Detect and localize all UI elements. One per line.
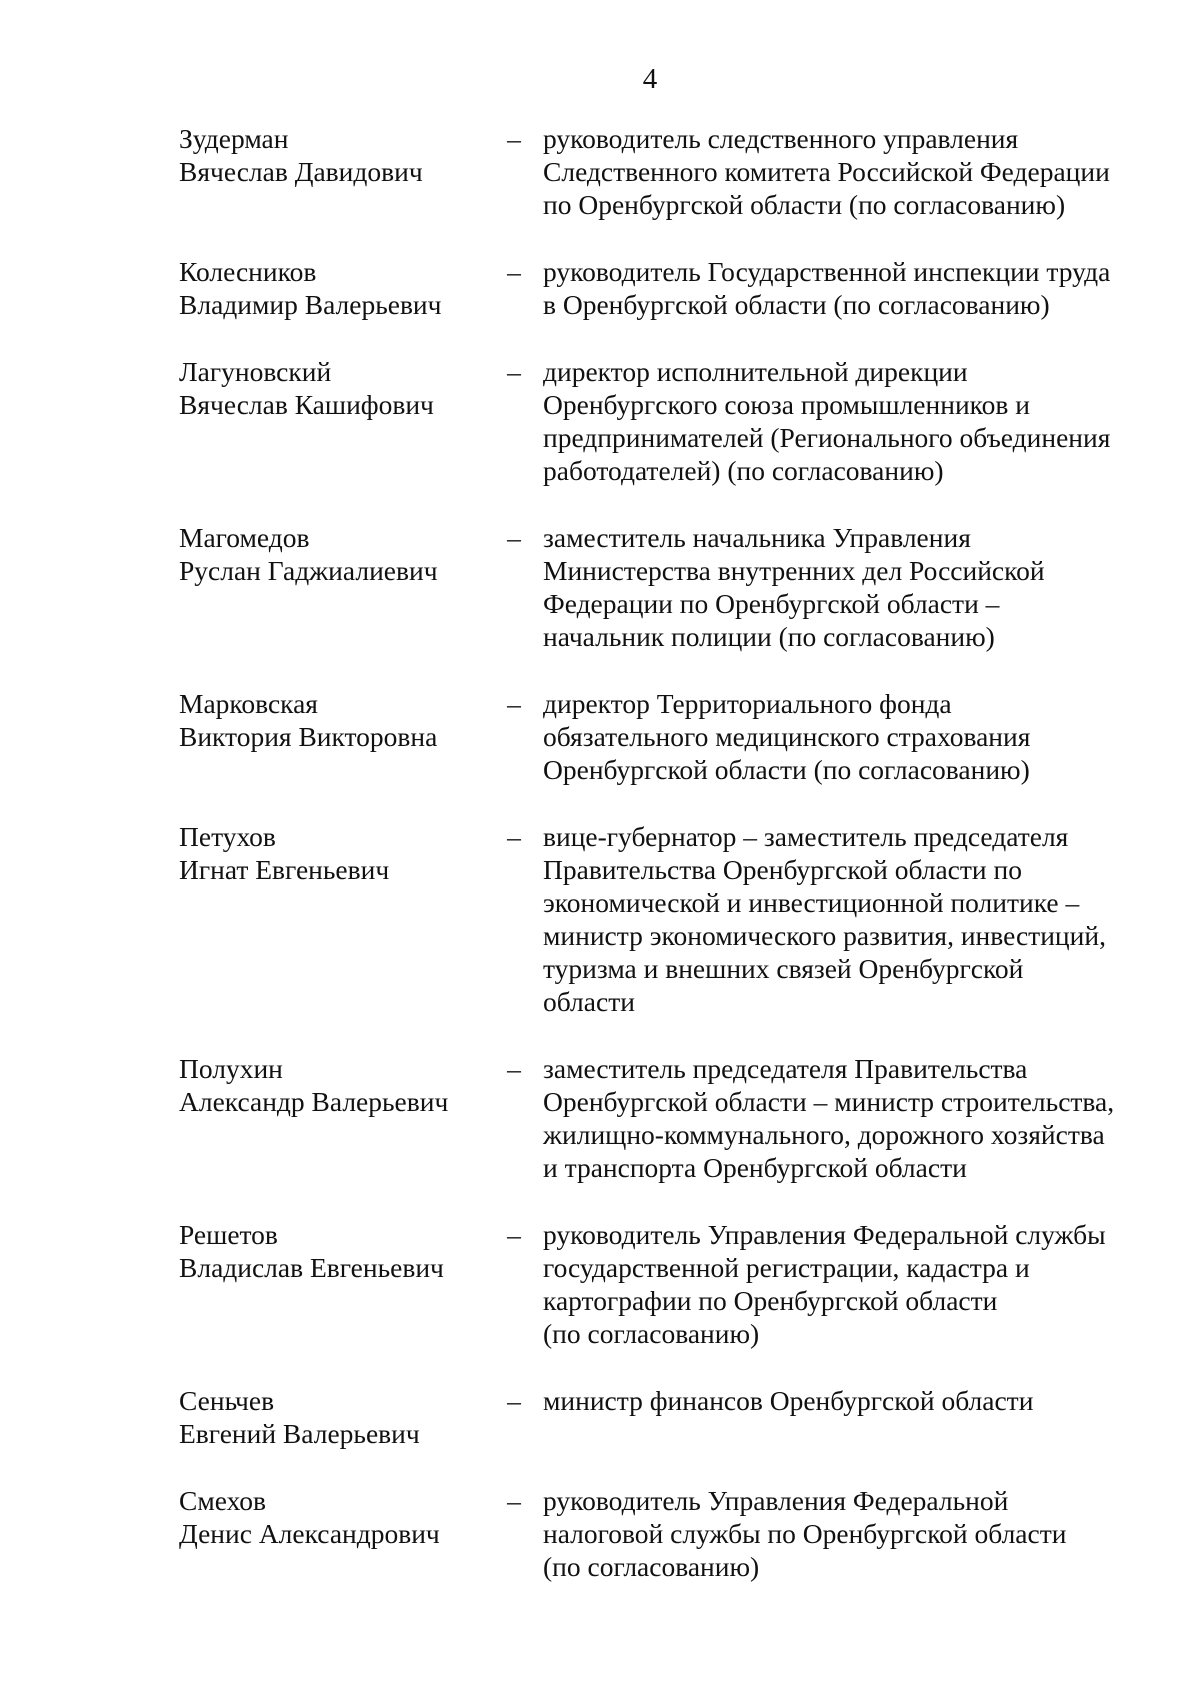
member-given-name: Владислав Евгеньевич [179,1252,444,1283]
position-line: жилищно-коммунального, дорожного хозяйства [543,1119,1105,1150]
position-line: вице-губернатор – заместитель председателя [543,821,1069,852]
position-line: работодателей) (по согласованию) [543,455,944,486]
entry-dash: – [507,821,521,852]
member-name [179,687,499,753]
member-surname: Смехов [179,1485,267,1516]
position-line: Оренбургской области – министр строительства, [543,1086,1115,1117]
position-line: начальник полиции (по согласованию) [543,621,995,652]
member-name [179,355,499,421]
member-given-name: Александр Валерьевич [179,1086,449,1117]
member-entry [0,122,1200,221]
member-given-name: Вячеслав Кашифович [179,389,434,420]
member-position [543,1484,1163,1583]
member-position [543,1384,1163,1417]
member-surname: Полухин [179,1053,283,1084]
member-entry [0,255,1200,321]
entry-dash: – [507,1053,521,1084]
member-given-name: Руслан Гаджиалиевич [179,555,438,586]
member-name [179,1384,499,1450]
member-surname: Петухов [179,821,276,852]
member-entry [0,820,1200,1018]
member-name [179,820,499,886]
position-line: Министерства внутренних дел Российской [543,555,1045,586]
position-line: директор Территориального фонда [543,688,952,719]
member-entry [0,1052,1200,1184]
position-line: Оренбургской области (по согласованию) [543,754,1030,785]
member-entry [0,687,1200,786]
member-given-name: Виктория Викторовна [179,721,438,752]
member-position [543,521,1163,653]
member-name [179,122,499,188]
position-line: Следственного комитета Российской Федерации [543,156,1110,187]
position-line: министр экономического развития, инвестиций, [543,920,1106,951]
member-position [543,355,1163,487]
member-entry [0,1484,1200,1583]
position-line: (по согласованию) [543,1551,760,1582]
member-surname: Магомедов [179,522,310,553]
member-entry [0,1218,1200,1350]
member-name [179,1484,499,1550]
position-line: Правительства Оренбургской области по [543,854,1022,885]
position-line: экономической и инвестиционной политике – [543,887,1080,918]
position-line: области [543,986,635,1017]
member-position [543,255,1163,321]
member-surname: Колесников [179,256,317,287]
member-surname: Сеньчев [179,1385,275,1416]
entry-dash: – [507,1485,521,1516]
member-given-name: Денис Александрович [179,1518,440,1549]
position-line: картографии по Оренбургской области [543,1285,998,1316]
member-entry [0,1384,1200,1450]
member-given-name: Владимир Валерьевич [179,289,442,320]
entry-dash: – [507,256,521,287]
member-position [543,820,1163,1018]
member-given-name: Игнат Евгеньевич [179,854,390,885]
position-line: руководитель Государственной инспекции труда [543,256,1111,287]
member-name [179,1218,499,1284]
member-name [179,521,499,587]
member-position [543,1052,1163,1184]
position-line: Федерации по Оренбургской области – [543,588,1000,619]
member-name [179,255,499,321]
position-line: руководитель следственного управления [543,123,1019,154]
position-line: (по согласованию) [543,1318,760,1349]
member-entry [0,521,1200,653]
member-position [543,122,1163,221]
position-line: государственной регистрации, кадастра и [543,1252,1030,1283]
entry-dash: – [507,1385,521,1416]
position-line: руководитель Управления Федеральной службы [543,1219,1106,1250]
entry-dash: – [507,356,521,387]
position-line: в Оренбургской области (по согласованию) [543,289,1050,320]
position-line: туризма и внешних связей Оренбургской [543,953,1024,984]
member-surname: Зудерман [179,123,289,154]
member-surname: Лагуновский [179,356,332,387]
entry-dash: – [507,522,521,553]
position-line: Оренбургского союза промышленников и [543,389,1030,420]
position-line: директор исполнительной дирекции [543,356,968,387]
page-number: 4 [642,63,658,95]
position-line: заместитель начальника Управления [543,522,971,553]
member-entry [0,355,1200,487]
member-given-name: Евгений Валерьевич [179,1418,420,1449]
entry-dash: – [507,1219,521,1250]
member-surname: Решетов [179,1219,278,1250]
position-line: налоговой службы по Оренбургской области [543,1518,1067,1549]
member-position [543,1218,1163,1350]
entry-dash: – [507,688,521,719]
position-line: предпринимателей (Регионального объединения [543,422,1111,453]
position-line: и транспорта Оренбургской области [543,1152,967,1183]
entry-dash: – [507,123,521,154]
position-line: по Оренбургской области (по согласованию) [543,189,1066,220]
member-position [543,687,1163,786]
member-surname: Марковская [179,688,318,719]
position-line: заместитель председателя Правительства [543,1053,1028,1084]
position-line: обязательного медицинского страхования [543,721,1031,752]
position-line: министр финансов Оренбургской области [543,1385,1034,1416]
position-line: руководитель Управления Федеральной [543,1485,1009,1516]
member-given-name: Вячеслав Давидович [179,156,423,187]
member-name [179,1052,499,1118]
